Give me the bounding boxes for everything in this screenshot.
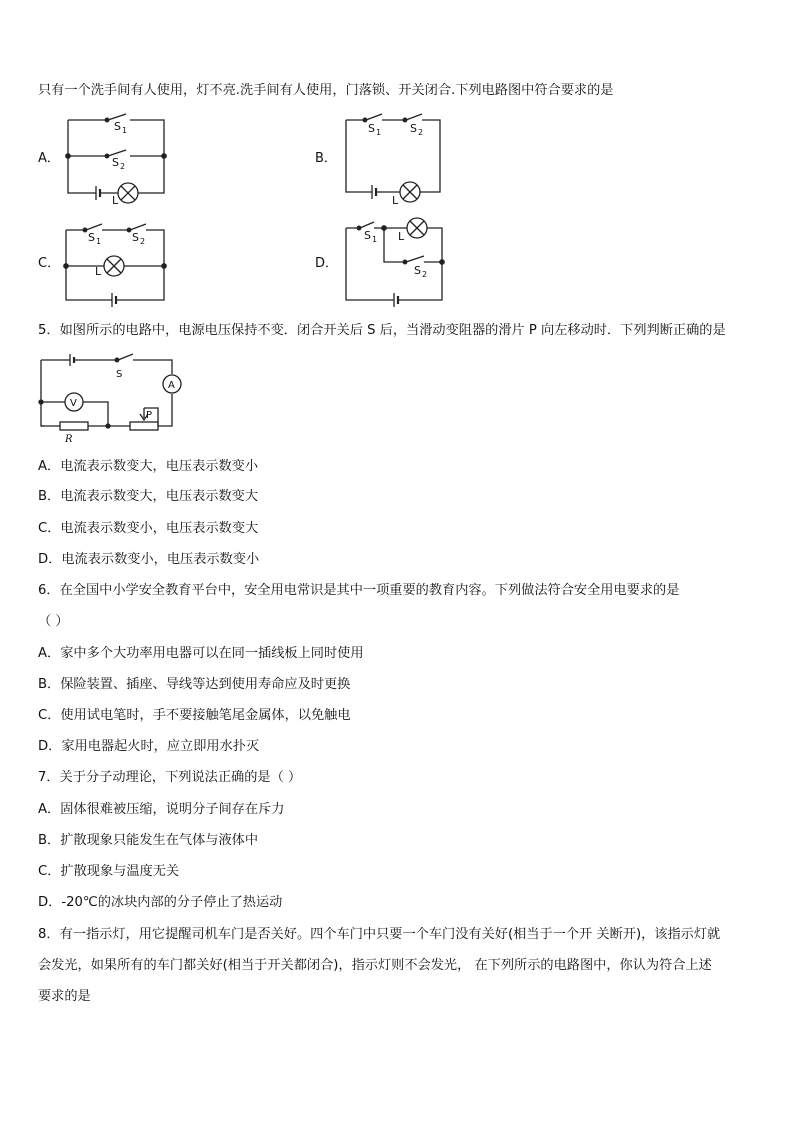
q4-option-c-label[interactable]: C． — [38, 256, 61, 271]
q8-stem-line-2: 会发光，如果所有的车门都关好(相当于开关都闭合)，指示灯则不会发光， 在下列所示的电路图中，你认为符合上述 — [38, 958, 712, 973]
ammeter-label: A — [168, 380, 175, 391]
q5-option-c[interactable]: C．电流表示数变小，电压表示数变大 — [38, 521, 259, 536]
switch-s2-subscript: 2 — [120, 162, 126, 171]
switch-s2-label: S — [410, 122, 417, 135]
q6-option-b[interactable]: B．保险装置、插座、导线等达到使用寿命应及时更换 — [38, 677, 351, 692]
q4-option-a-label[interactable]: A． — [38, 151, 60, 166]
switch-s2-subscript: 2 — [418, 128, 424, 137]
switch-s1-subscript: 1 — [372, 235, 378, 244]
switch-s1-label: S — [368, 122, 375, 135]
switch-s1-label: S — [114, 120, 121, 133]
lamp-label: L — [392, 194, 399, 207]
q6-option-d[interactable]: D．家用电器起火时，应立即用水扑灭 — [38, 739, 260, 754]
switch-s2-label: S — [132, 231, 139, 244]
resistor-label: R — [65, 434, 73, 445]
lamp-label: L — [112, 194, 119, 207]
q6-answer-paren: （ ） — [38, 614, 69, 629]
q5-stem: 5．如图所示的电路中，电源电压保持不变．闭合开关后 S 后，当滑动变阻器的滑片 P 向左移动时．下列判断正确的是 — [38, 323, 726, 338]
q5-option-d[interactable]: D．电流表示数变小，电压表示数变小 — [38, 552, 260, 567]
q6-option-a[interactable]: A．家中多个大功率用电器可以在同一插线板上同时使用 — [38, 646, 364, 661]
switch-s2-subscript: 2 — [140, 237, 146, 246]
q6-option-c[interactable]: C．使用试电笔时，手不要接触笔尾金属体，以免触电 — [38, 708, 351, 723]
switch-label: S — [116, 369, 123, 380]
q4-option-b-label[interactable]: B． — [315, 151, 337, 166]
q4-circuit-d-diagram — [340, 214, 450, 306]
q5-circuit-diagram — [38, 352, 188, 444]
q5-option-a[interactable]: A．电流表示数变大，电压表示数变小 — [38, 459, 259, 474]
lamp-label: L — [398, 230, 405, 243]
switch-s2-label: S — [414, 264, 421, 277]
q4-stem: 只有一个洗手间有人使用，灯不亮.洗手间有人使用，门落锁、开关闭合.下列电路图中符合要求的是 — [38, 83, 614, 98]
switch-s2-label: S — [112, 156, 119, 169]
q7-option-d[interactable]: D．-20℃的冰块内部的分子停止了热运动 — [38, 895, 283, 910]
q4-option-d-label[interactable]: D． — [315, 256, 339, 271]
switch-s2-subscript: 2 — [422, 270, 428, 279]
lamp-label: L — [95, 265, 102, 278]
slider-label: P — [146, 410, 153, 421]
switch-s1-subscript: 1 — [376, 128, 382, 137]
switch-s1-subscript: 1 — [122, 126, 128, 135]
q4-circuit-c-diagram — [60, 218, 170, 310]
q7-option-a[interactable]: A．固体很难被压缩，说明分子间存在斥力 — [38, 802, 285, 817]
voltmeter-label: V — [70, 398, 77, 409]
switch-s1-label: S — [364, 229, 371, 242]
q8-stem-line-1: 8．有一指示灯，用它提醒司机车门是否关好。四个车门中只要一个车门没有关好(相当于一个开 关断开)，该指示灯就 — [38, 927, 721, 942]
q4-circuit-b-diagram — [338, 110, 448, 205]
q8-stem-line-3: 要求的是 — [38, 989, 91, 1004]
q7-option-b[interactable]: B．扩散现象只能发生在气体与液体中 — [38, 833, 259, 848]
q5-option-b[interactable]: B．电流表示数变大，电压表示数变大 — [38, 489, 259, 504]
q6-stem: 6．在全国中小学安全教育平台中，安全用电常识是其中一项重要的教育内容。下列做法符合安全用电要求的是 — [38, 583, 680, 598]
q7-stem: 7．关于分子动理论，下列说法正确的是（ ） — [38, 770, 302, 785]
switch-s1-subscript: 1 — [96, 237, 102, 246]
q4-circuit-a-diagram — [60, 108, 170, 207]
switch-s1-label: S — [88, 231, 95, 244]
q7-option-c[interactable]: C．扩散现象与温度无关 — [38, 864, 180, 879]
